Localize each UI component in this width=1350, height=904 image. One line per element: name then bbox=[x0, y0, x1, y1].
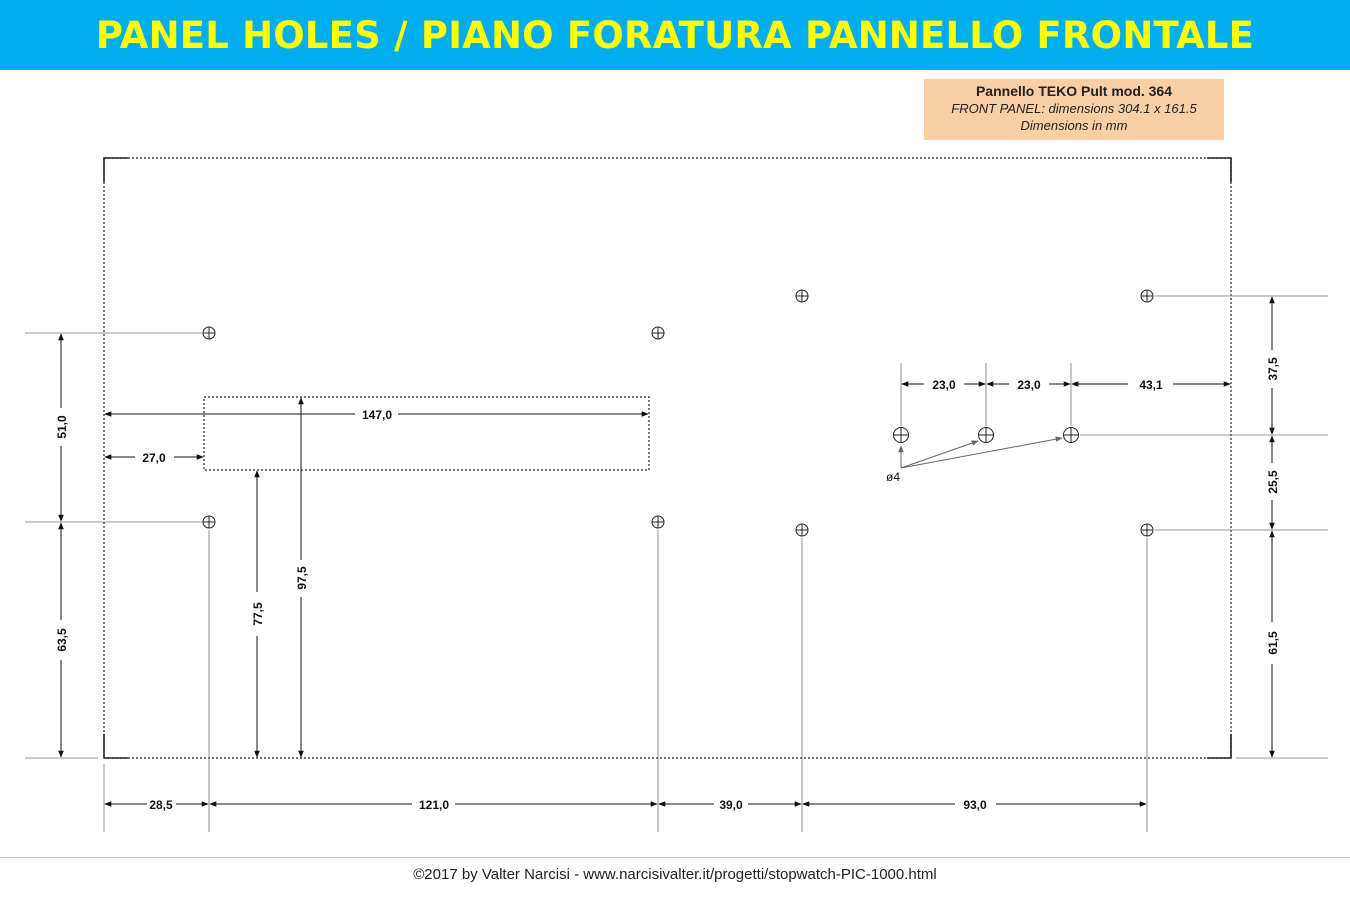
mounting-holes bbox=[203, 290, 1153, 536]
diameter-leader bbox=[901, 438, 1062, 468]
dim-label: 63,5 bbox=[55, 628, 69, 652]
dimension-labels bbox=[55, 357, 1280, 812]
dim-label: 39,0 bbox=[719, 798, 743, 812]
dimension-lines bbox=[61, 297, 1272, 804]
button-hole bbox=[1063, 427, 1079, 443]
hole bbox=[203, 516, 215, 528]
units-label: Dimensions in mm bbox=[1020, 118, 1128, 133]
page-title: PANEL HOLES / PIANO FORATURA PANNELLO FRONTALE bbox=[95, 13, 1255, 57]
hole bbox=[652, 516, 664, 528]
hole bbox=[652, 327, 664, 339]
panel-corner-marks bbox=[104, 158, 1231, 758]
hole bbox=[1141, 290, 1153, 302]
dim-label: 61,5 bbox=[1266, 631, 1280, 655]
button-holes bbox=[893, 427, 1079, 443]
dim-label: 23,0 bbox=[932, 378, 956, 392]
dim-label: 25,5 bbox=[1266, 470, 1280, 494]
dim-label-window-offset: 27,0 bbox=[142, 451, 166, 465]
hole bbox=[203, 327, 215, 339]
panel-outline bbox=[104, 158, 1231, 758]
hole bbox=[796, 524, 808, 536]
dim-label: 23,0 bbox=[1017, 378, 1041, 392]
dim-label: 28,5 bbox=[149, 798, 173, 812]
hole-diameter-label: ø4 bbox=[885, 470, 901, 484]
hole bbox=[796, 290, 808, 302]
dim-label: 121,0 bbox=[418, 798, 450, 812]
dim-label: 93,0 bbox=[963, 798, 987, 812]
dim-label: 51,0 bbox=[55, 415, 69, 439]
extension-lines bbox=[25, 296, 1328, 832]
dim-label-window-bottom: 77,5 bbox=[251, 602, 265, 626]
display-window-cutout bbox=[204, 397, 649, 470]
dim-label: 37,5 bbox=[1266, 357, 1280, 381]
panel-dimensions-label: FRONT PANEL: dimensions 304.1 x 161.5 bbox=[951, 101, 1197, 116]
footer-credit: ©2017 by Valter Narcisi - www.narcisivalter.it/progetti/stopwatch-PIC-1000.html bbox=[413, 866, 937, 883]
dim-label-window-width: 147,0 bbox=[361, 408, 393, 422]
button-hole bbox=[978, 427, 994, 443]
panel-model-label: Pannello TEKO Pult mod. 364 bbox=[975, 83, 1173, 99]
footer-divider bbox=[0, 857, 1350, 858]
dim-label-window-top: 97,5 bbox=[295, 566, 309, 590]
button-hole bbox=[893, 427, 909, 443]
dim-label: 43,1 bbox=[1139, 378, 1163, 392]
hole bbox=[1141, 524, 1153, 536]
